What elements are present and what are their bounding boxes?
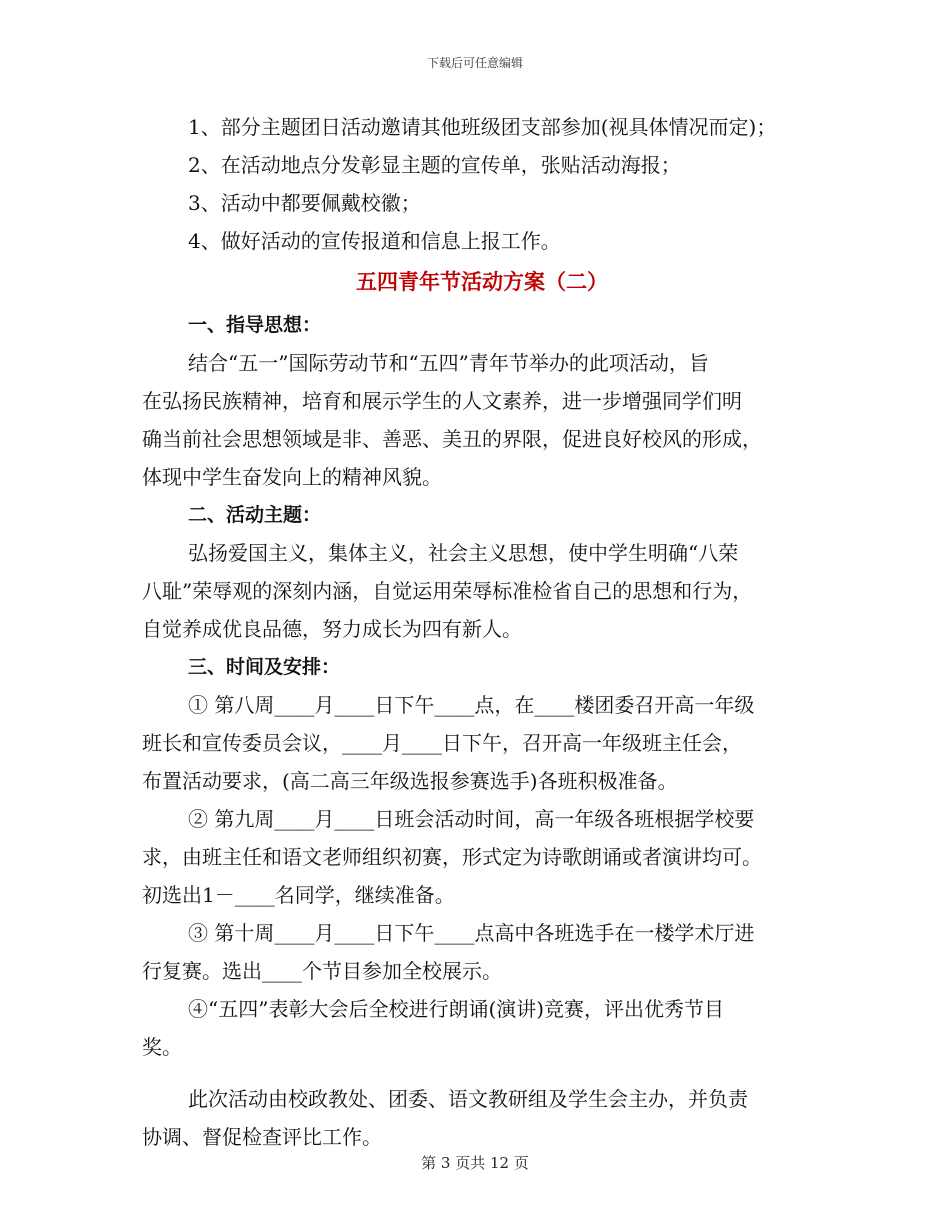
text-line: 体现中学生奋发向上的精神风貌。 xyxy=(142,465,442,489)
page-number-footer: 第 3 页共 12 页 xyxy=(421,1154,529,1172)
list-items xyxy=(142,108,822,260)
text-line: 协调、督促检查评比工作。 xyxy=(142,1125,382,1149)
schedule-item-1 xyxy=(142,686,822,800)
section-heading-schedule: 三、时间及安排： xyxy=(188,656,341,678)
text-line: 班长和宣传委员会议，____月____日下午，召开高一年级班主任会， xyxy=(142,731,742,755)
text-line: 八耻”荣辱观的深刻内涵，自觉运用荣辱标准检省自己的思想和行为， xyxy=(142,579,753,603)
text-line: 布置活动要求，(高二高三年级选报参赛选手)各班积极准备。 xyxy=(142,769,678,793)
text-line: 自觉养成优良品德，努力成长为四有新人。 xyxy=(142,617,522,641)
text-line: 奖。 xyxy=(142,1035,182,1059)
list-item: 1、部分主题团日活动邀请其他班级团支部参加(视具体情况而定)； xyxy=(188,115,777,139)
schedule-item-3 xyxy=(142,914,822,990)
schedule-item-2 xyxy=(142,800,822,914)
text-line: ④“五四”表彰大会后全校进行朗诵(演讲)竞赛，评出优秀节目 xyxy=(188,997,725,1021)
text-line: 初选出1－____名同学，继续准备。 xyxy=(142,883,455,907)
text-line: 结合“五一”国际劳动节和“五四”青年节举办的此项活动，旨 xyxy=(188,351,709,375)
closing-paragraph xyxy=(142,1080,822,1156)
document-body xyxy=(142,108,822,1156)
text-line: 确当前社会思想领域是非、善恶、美丑的界限，促进良好校风的形成， xyxy=(142,427,762,451)
text-line: 弘扬爱国主义，集体主义，社会主义思想，使中学生明确“八荣 xyxy=(188,541,739,565)
list-item: 3、活动中都要佩戴校徽； xyxy=(188,191,421,215)
text-line: 求，由班主任和语文老师组织初赛，形式定为诗歌朗诵或者演讲均可。 xyxy=(142,845,762,869)
schedule-item-4 xyxy=(142,990,822,1066)
section-body-guiding-thought xyxy=(142,344,822,496)
text-line: ① 第八周____月____日下午____点，在____楼团委召开高一年级 xyxy=(188,693,755,717)
text-line: ③ 第十周____月____日下午____点高中各班选手在一楼学术厅进 xyxy=(188,921,755,945)
section-heading-theme: 二、活动主题： xyxy=(188,504,322,526)
text-line: ② 第九周____月____日班会活动时间，高一年级各班根据学校要 xyxy=(188,807,755,831)
text-line: 行复赛。选出____个节目参加全校展示。 xyxy=(142,959,502,983)
section-heading-guiding-thought: 一、指导思想： xyxy=(188,314,322,336)
header-note: 下载后可任意编辑 xyxy=(426,56,523,70)
text-line: 此次活动由校政教处、团委、语文教研组及学生会主办，并负责 xyxy=(188,1087,748,1111)
list-item: 4、做好活动的宣传报道和信息上报工作。 xyxy=(188,229,561,253)
list-item: 2、在活动地点分发彰显主题的宣传单，张贴活动海报； xyxy=(188,153,681,177)
section-body-theme xyxy=(142,534,822,648)
document-title: 五四青年节活动方案（二） xyxy=(356,270,608,294)
text-line: 在弘扬民族精神，培育和展示学生的人文素养，进一步增强同学们明 xyxy=(142,389,742,413)
spacer xyxy=(142,1066,822,1080)
